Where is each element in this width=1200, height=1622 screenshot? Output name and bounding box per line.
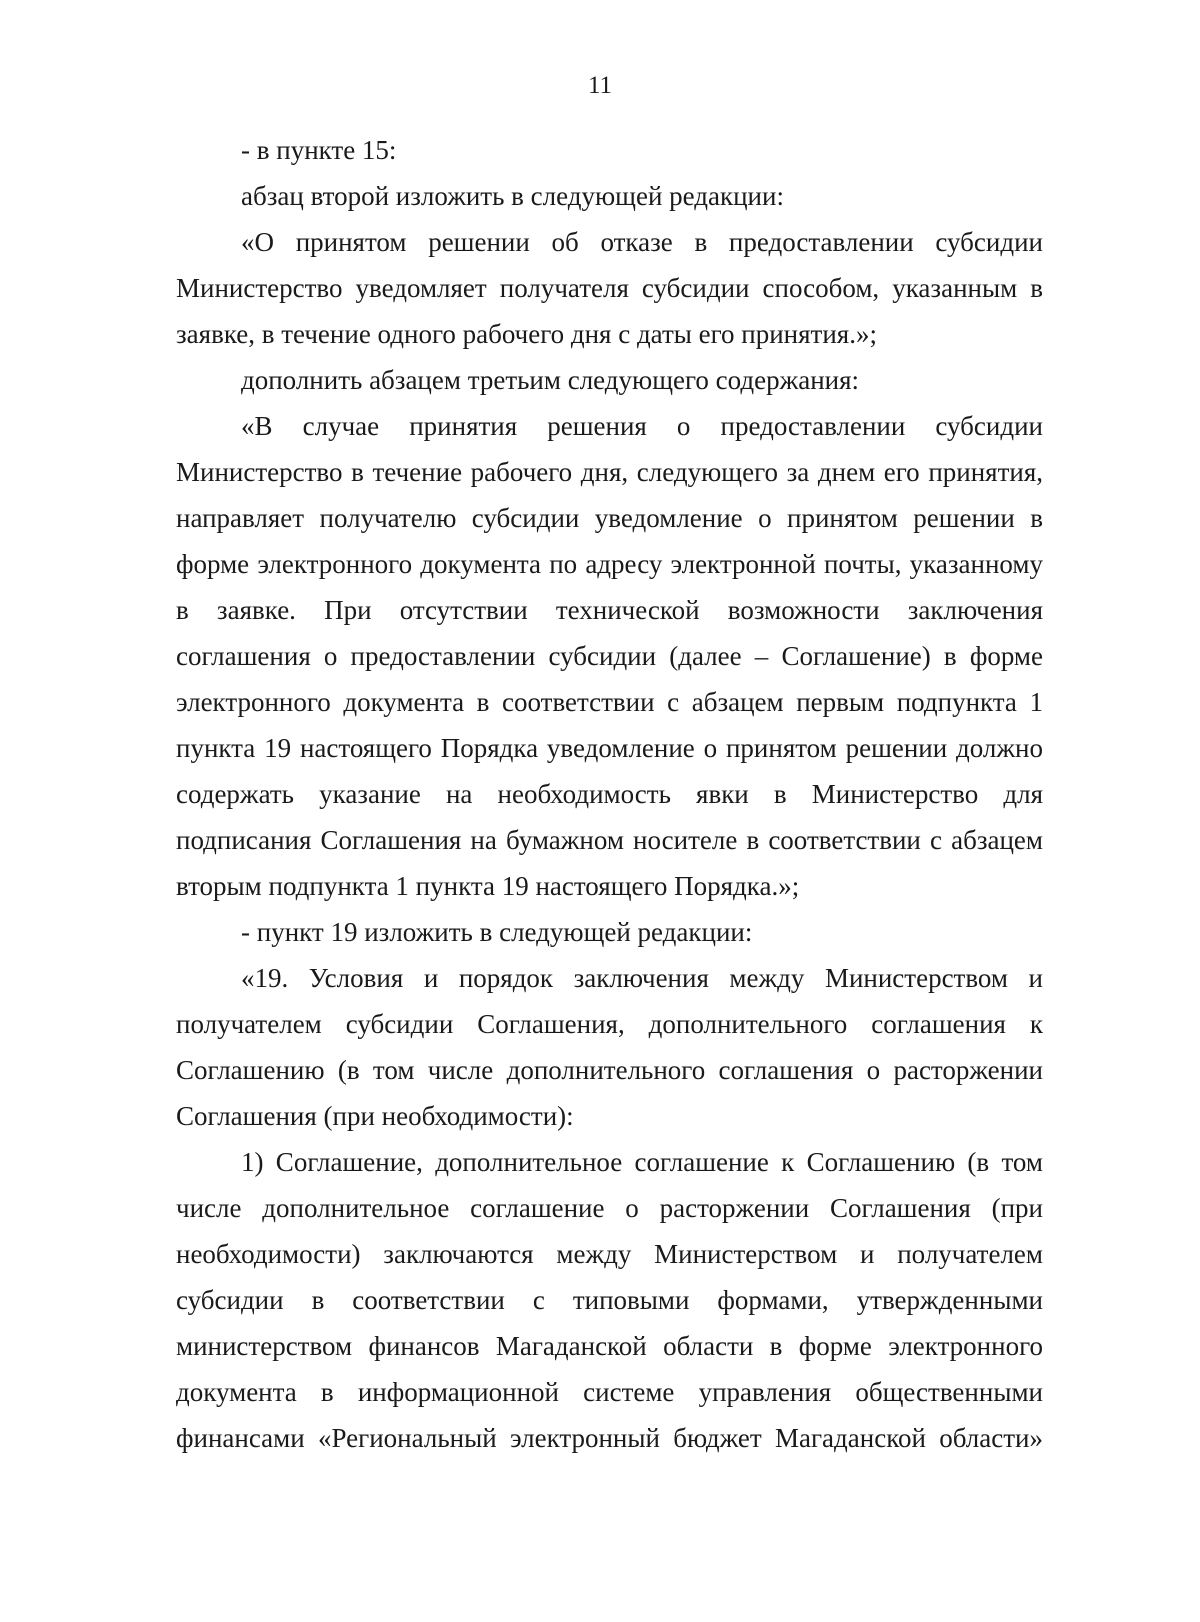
paragraph-item-19-conditions: «19. Условия и порядок заключения между Министерством и получателем субсидии Соглашения, дополнительного соглашения к Соглашению (в том числе дополнительного соглашения о расторжении Соглашения (при необходимости): [176, 963, 1043, 1131]
paragraph-item-15-header: - в пункте 15: [241, 135, 397, 165]
paragraph-refusal-notice: «О принятом решении об отказе в предоставлении субсидии Министерство уведомляет получателя субсидии способом, указанным в заявке, в течение одного рабочего дня с даты его принятия.»; [176, 227, 1043, 349]
document-body [176, 127, 1043, 1461]
paragraph-subitem-1: 1) Соглашение, дополнительное соглашение к Соглашению (в том числе дополнительное соглашение о расторжении Соглашения (при необходимости) заключаются между Министерством и получателем субсидии в соответствии с типовыми формами, утвержденными министерством финансов Магаданской области в форме электронного документа в информационной системе управления общественными финансами «Региональный электронный бюджет Магаданской области» [176, 1147, 1043, 1453]
paragraph-grant-decision-notice: «В случае принятия решения о предоставлении субсидии Министерство в течение рабочего дня, следующего за днем его принятия, направляет получателю субсидии уведомление о принятом решении в форме электронного документа по адресу электронной почты, указанному в заявке. При отсутствии технической возможности заключения соглашения о предоставлении субсидии (далее – Соглашение) в форме электронного документа в соответствии с абзацем первым подпункта 1 пункта 19 настоящего Порядка уведомление о принятом решении должно содержать указание на необходимость явки в Министерство для подписания Соглашения на бумажном носителе в соответствии с абзацем вторым подпункта 1 пункта 19 настоящего Порядка.»; [176, 411, 1043, 901]
page-number: 11 [587, 72, 613, 99]
paragraph-instruction-second-abzac: абзац второй изложить в следующей редакции: [241, 181, 784, 211]
paragraph-instruction-third-abzac: дополнить абзацем третьим следующего содержания: [241, 365, 860, 395]
paragraph-item-19-header: - пункт 19 изложить в следующей редакции: [241, 917, 753, 947]
